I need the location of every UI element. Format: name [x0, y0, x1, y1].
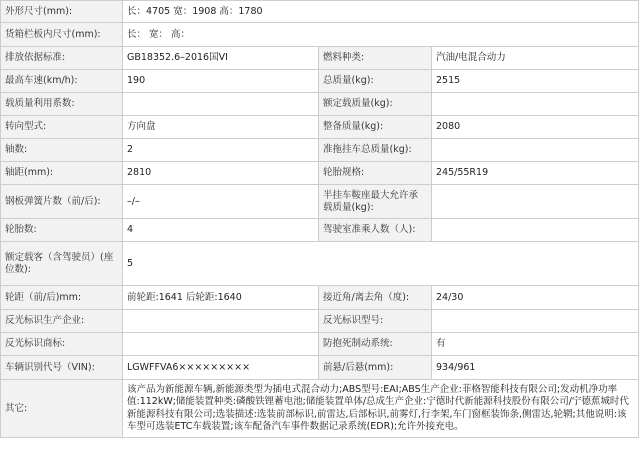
curb-mass-label: 整备质量(kg):: [319, 116, 432, 139]
table-row: [1, 139, 639, 162]
tire-count-value: 4: [123, 219, 319, 242]
total-mass-label: 总质量(kg):: [319, 70, 432, 93]
abs-label: 防抱死制动系统:: [319, 333, 432, 356]
track-width-label: 轮距（前/后)mm:: [1, 286, 123, 310]
approach-angle-value: 24/30: [432, 286, 639, 310]
table-row: [1, 23, 639, 47]
table-row: [1, 380, 639, 438]
reflector-model-value: [432, 310, 639, 333]
reflector-maker-value: [123, 310, 319, 333]
axle-count-label: 轴数:: [1, 139, 123, 162]
table-row: [1, 93, 639, 116]
outer-size-value: 长：4705 宽：1908 高：1780: [123, 1, 639, 23]
fuel-type-label: 燃料种类:: [319, 47, 432, 70]
total-mass-value: 2515: [432, 70, 639, 93]
leaf-spring-value: –/–: [123, 185, 319, 219]
reflector-brand-label: 反光标识商标:: [1, 333, 123, 356]
tire-spec-label: 轮胎规格:: [319, 162, 432, 185]
load-utilization-label: 载质量利用系数:: [1, 93, 123, 116]
table-row: [1, 47, 639, 70]
table-row: [1, 70, 639, 93]
outer-size-label: 外形尺寸(mm):: [1, 1, 123, 23]
table-row: [1, 356, 639, 380]
table-row: [1, 242, 639, 286]
track-width-value: 前轮距:1641 后轮距:1640: [123, 286, 319, 310]
abs-value: 有: [432, 333, 639, 356]
vin-value: LGWFFVA6×××××××××: [123, 356, 319, 380]
table-row: [1, 286, 639, 310]
rated-load-label: 额定载质量(kg):: [319, 93, 432, 116]
overhang-label: 前悬/后悬(mm):: [319, 356, 432, 380]
leaf-spring-label: 钢板弹簧片数（前/后):: [1, 185, 123, 219]
rated-passengers-label: 额定载客（含驾驶员）(座位数):: [1, 242, 123, 286]
max-speed-label: 最高车速(km/h):: [1, 70, 123, 93]
saddle-load-value: [432, 185, 639, 219]
reflector-maker-label: 反光标识生产企业:: [1, 310, 123, 333]
other-description: 该产品为新能源车辆,新能源类型为插电式混合动力;ABS型号:EAI;ABS生产企业:菲格智能科技有限公司;发动机净功率值:112kW;储能装置种类:磷酸铁锂蓄电池;储能装置单体/总成生产企业:宁德时代新能源科技股份有限公司/宁德蕉城时代新能源科技有限公司;选装描述:选装前部标识,前雷达,后部标识,前雾灯,行李架,车门窗框装饰条,侧雷达,轮辋;其他说明:该车型可选装ETC车载装置;该车配备汽车事件数据记录系统(EDR);允许外接充电。: [123, 380, 639, 438]
tire-spec-value: 245/55R19: [432, 162, 639, 185]
steering-type-value: 方向盘: [123, 116, 319, 139]
wheelbase-value: 2810: [123, 162, 319, 185]
vin-label: 车辆识别代号（VIN):: [1, 356, 123, 380]
emission-standard-label: 排放依据标准:: [1, 47, 123, 70]
trailer-mass-value: [432, 139, 639, 162]
axle-count-value: 2: [123, 139, 319, 162]
other-label: 其它:: [1, 380, 123, 438]
table-row: [1, 185, 639, 219]
steering-type-label: 转向型式:: [1, 116, 123, 139]
max-speed-value: 190: [123, 70, 319, 93]
table-row: [1, 162, 639, 185]
approach-angle-label: 接近角/离去角（度):: [319, 286, 432, 310]
fuel-type-value: 汽油/电混合动力: [432, 47, 639, 70]
saddle-load-label: 半挂车鞍座最大允许承载质量(kg):: [319, 185, 432, 219]
cab-seats-value: [432, 219, 639, 242]
rated-load-value: [432, 93, 639, 116]
cargo-size-value: 长： 宽： 高：: [123, 23, 639, 47]
table-row: [1, 219, 639, 242]
wheelbase-label: 轴距(mm):: [1, 162, 123, 185]
reflector-model-label: 反光标识型号:: [319, 310, 432, 333]
cargo-size-label: 货箱栏板内尺寸(mm):: [1, 23, 123, 47]
table-row: [1, 310, 639, 333]
table-row: [1, 116, 639, 139]
curb-mass-value: 2080: [432, 116, 639, 139]
table-row: [1, 333, 639, 356]
reflector-brand-value: [123, 333, 319, 356]
emission-standard-value: GB18352.6–2016国VI: [123, 47, 319, 70]
trailer-mass-label: 准拖挂车总质量(kg):: [319, 139, 432, 162]
tire-count-label: 轮胎数:: [1, 219, 123, 242]
rated-passengers-value: 5: [123, 242, 639, 286]
cab-seats-label: 驾驶室准乘人数（人):: [319, 219, 432, 242]
table-row: [1, 1, 639, 23]
overhang-value: 934/961: [432, 356, 639, 380]
load-utilization-value: [123, 93, 319, 116]
